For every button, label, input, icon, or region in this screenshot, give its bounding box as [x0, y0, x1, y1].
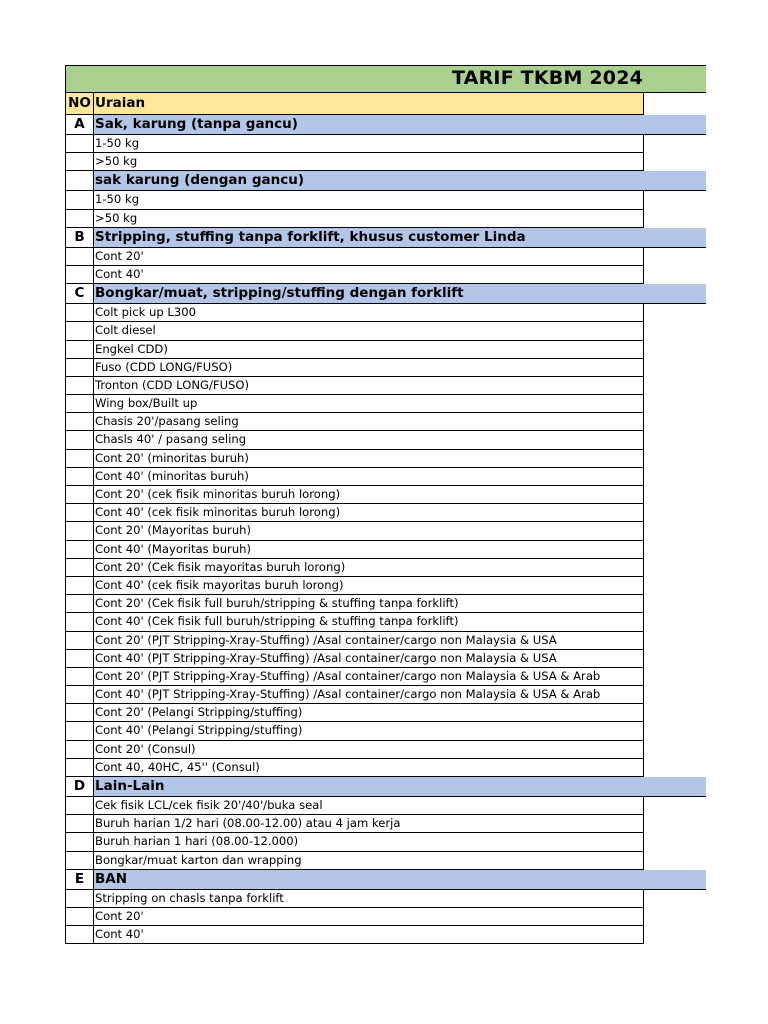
row-number: [65, 797, 93, 815]
table-row: [65, 704, 706, 722]
row-number: [65, 135, 93, 153]
section-row: [65, 777, 706, 797]
table-row: [65, 686, 706, 704]
table-row: [65, 486, 706, 504]
table-row: [65, 153, 706, 171]
row-number: B: [65, 228, 93, 248]
row-number: A: [65, 115, 93, 135]
table-row: [65, 248, 706, 266]
table-row: [65, 191, 706, 209]
row-description: Cont 40' (PJT Stripping-Xray-Stuffing) /Asal container/cargo non Malaysia & USA: [93, 650, 644, 668]
table-row: [65, 650, 706, 668]
row-number: [65, 395, 93, 413]
row-description: >50 kg: [93, 210, 644, 228]
row-number: [65, 266, 93, 284]
row-number: [65, 341, 93, 359]
table-row: [65, 741, 706, 759]
row-description: Cont 40' (PJT Stripping-Xray-Stuffing) /Asal container/cargo non Malaysia & USA & Arab: [93, 686, 644, 704]
row-description: Stripping on chasls tanpa forklift: [93, 890, 644, 908]
row-description: Cont 20' (Consul): [93, 741, 644, 759]
row-number: [65, 322, 93, 340]
row-number: [65, 522, 93, 540]
table-row: [65, 450, 706, 468]
row-description: Buruh harian 1 hari (08.00-12.000): [93, 833, 644, 851]
table-row: [65, 833, 706, 851]
table-row: [65, 322, 706, 340]
row-number: [65, 650, 93, 668]
table-row: [65, 908, 706, 926]
row-number: [65, 632, 93, 650]
section-row: [65, 870, 706, 890]
row-number: [65, 304, 93, 322]
table-row: [65, 668, 706, 686]
table-row: [65, 468, 706, 486]
row-number: [65, 686, 93, 704]
page-title: TARIF TKBM 2024: [452, 67, 644, 89]
row-description: Cont 40' (minoritas buruh): [93, 468, 644, 486]
row-description: 1-50 kg: [93, 135, 644, 153]
section-title: Lain-Lain: [93, 777, 706, 797]
row-number: D: [65, 777, 93, 797]
table-body: [65, 115, 706, 944]
tariff-sheet: [65, 65, 706, 944]
row-description: Cont 20' (PJT Stripping-Xray-Stuffing) /Asal container/cargo non Malaysia & USA: [93, 632, 644, 650]
row-number: [65, 668, 93, 686]
row-description: Fuso (CDD LONG/FUSO): [93, 359, 644, 377]
table-row: [65, 559, 706, 577]
row-description: >50 kg: [93, 153, 644, 171]
row-description: Buruh harian 1/2 hari (08.00-12.00) atau 4 jam kerja: [93, 815, 644, 833]
row-description: Cont 40' (Pelangi Stripping/stuffing): [93, 722, 644, 740]
table-row: [65, 135, 706, 153]
table-row: [65, 722, 706, 740]
table-row: [65, 613, 706, 631]
section-title: sak karung (dengan gancu): [93, 171, 706, 191]
row-number: [65, 890, 93, 908]
table-row: [65, 926, 706, 944]
section-row: [65, 228, 706, 248]
table-row: [65, 413, 706, 431]
table-row: [65, 431, 706, 449]
table-row: [65, 359, 706, 377]
row-number: [65, 359, 93, 377]
section-row: [65, 115, 706, 135]
row-number: [65, 559, 93, 577]
row-description: Engkel CDD): [93, 341, 644, 359]
row-number: C: [65, 284, 93, 304]
row-number: [65, 210, 93, 228]
row-number: [65, 153, 93, 171]
section-row: [65, 284, 706, 304]
section-row: [65, 171, 706, 191]
table-row: [65, 797, 706, 815]
row-number: [65, 413, 93, 431]
row-description: Cont 20' (Cek fisik mayoritas buruh lorong): [93, 559, 644, 577]
row-number: [65, 577, 93, 595]
table-row: [65, 266, 706, 284]
row-description: Cont 40': [93, 266, 644, 284]
header-row: [65, 93, 706, 115]
row-description: Cont 20': [93, 248, 644, 266]
row-number: [65, 595, 93, 613]
row-number: [65, 191, 93, 209]
row-number: [65, 248, 93, 266]
row-description: Cont 40' (Cek fisik full buruh/stripping & stuffing tanpa forklift): [93, 613, 644, 631]
row-description: Chasls 40' / pasang seling: [93, 431, 644, 449]
row-description: Cont 40' (Mayoritas buruh): [93, 541, 644, 559]
row-description: Cont 40, 40HC, 45'' (Consul): [93, 759, 644, 777]
section-title: Sak, karung (tanpa gancu): [93, 115, 706, 135]
row-description: Cont 40' (cek fisik minoritas buruh lorong): [93, 504, 644, 522]
row-number: [65, 171, 93, 191]
row-number: [65, 852, 93, 870]
section-title: Stripping, stuffing tanpa forklift, khusus customer Linda: [93, 228, 706, 248]
table-row: [65, 577, 706, 595]
row-number: [65, 833, 93, 851]
row-description: Cont 20' (cek fisik minoritas buruh lorong): [93, 486, 644, 504]
row-description: Cont 20' (PJT Stripping-Xray-Stuffing) /Asal container/cargo non Malaysia & USA & Arab: [93, 668, 644, 686]
row-number: [65, 450, 93, 468]
table-row: [65, 210, 706, 228]
row-description: Tronton (CDD LONG/FUSO): [93, 377, 644, 395]
row-number: [65, 468, 93, 486]
row-description: Cont 20': [93, 908, 644, 926]
row-description: Cont 20' (minoritas buruh): [93, 450, 644, 468]
table-row: [65, 815, 706, 833]
row-number: [65, 377, 93, 395]
row-number: [65, 486, 93, 504]
row-description: Cont 40': [93, 926, 644, 944]
table-row: [65, 595, 706, 613]
row-description: Cont 20' (Cek fisik full buruh/stripping & stuffing tanpa forklift): [93, 595, 644, 613]
table-row: [65, 632, 706, 650]
table-row: [65, 541, 706, 559]
section-title: Bongkar/muat, stripping/stuffing dengan forklift: [93, 284, 706, 304]
row-description: Cont 40' (cek fisik mayoritas buruh lorong): [93, 577, 644, 595]
table-row: [65, 890, 706, 908]
row-description: Cont 20' (Pelangi Stripping/stuffing): [93, 704, 644, 722]
table-row: [65, 504, 706, 522]
row-number: [65, 759, 93, 777]
table-row: [65, 377, 706, 395]
row-number: [65, 926, 93, 944]
row-description: 1-50 kg: [93, 191, 644, 209]
row-number: [65, 541, 93, 559]
row-number: [65, 722, 93, 740]
row-number: [65, 815, 93, 833]
section-title: BAN: [93, 870, 706, 890]
table-row: [65, 395, 706, 413]
table-row: [65, 304, 706, 322]
table-row: [65, 522, 706, 540]
table-row: [65, 852, 706, 870]
table-row: [65, 759, 706, 777]
row-description: Colt pick up L300: [93, 304, 644, 322]
title-bar: [65, 65, 706, 93]
row-description: Chasis 20'/pasang seling: [93, 413, 644, 431]
table-row: [65, 341, 706, 359]
row-description: Cont 20' (Mayoritas buruh): [93, 522, 644, 540]
row-number: [65, 613, 93, 631]
row-number: [65, 908, 93, 926]
row-number: [65, 741, 93, 759]
header-no: NO: [65, 93, 93, 115]
row-description: Bongkar/muat karton dan wrapping: [93, 852, 644, 870]
row-number: [65, 431, 93, 449]
row-description: Cek fisik LCL/cek fisik 20'/40'/buka seal: [93, 797, 644, 815]
row-description: Wing box/Built up: [93, 395, 644, 413]
row-number: E: [65, 870, 93, 890]
row-number: [65, 704, 93, 722]
header-description: Uraian: [93, 93, 644, 115]
row-description: Colt diesel: [93, 322, 644, 340]
row-number: [65, 504, 93, 522]
